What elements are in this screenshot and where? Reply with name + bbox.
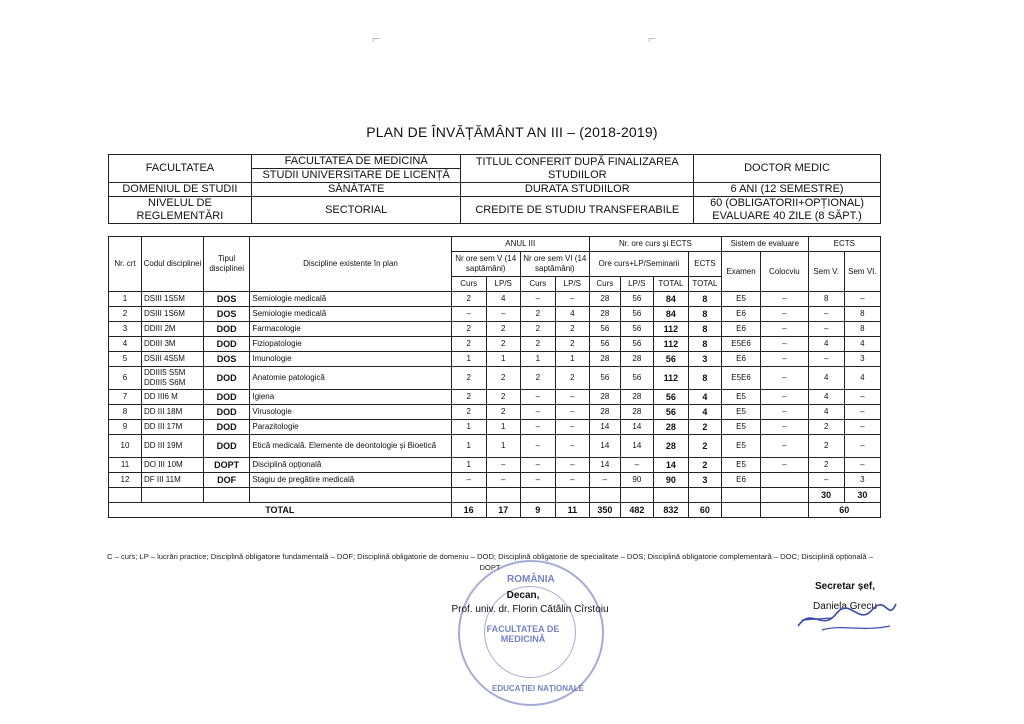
row-cod: DSIII 4S5M [142, 352, 204, 367]
col-examen: Examen [721, 252, 760, 292]
credite-value-line1: 60 (OBLIGATORII+OPȚIONAL) [710, 197, 865, 209]
row-cod: DD III 19M [142, 435, 204, 458]
col-tip: Tipul disciplinei [203, 237, 249, 292]
row-disciplina: Parazitologie [250, 420, 451, 435]
row-disciplina: Imunologie [250, 352, 451, 367]
row-curs-v: 2 [451, 292, 486, 307]
stamp-text-bottom: EDUCAȚIEI NAȚIONALE [492, 684, 584, 693]
row-colocviu: – [761, 390, 808, 405]
row-curs-vi: 2 [520, 307, 555, 322]
row-examen: E6 [721, 352, 760, 367]
row-tip: DOS [203, 307, 249, 322]
credite-value [694, 197, 881, 224]
row-examen: E5E6 [721, 367, 760, 390]
facultatea-value: FACULTATEA DE MEDICINĂ [251, 155, 461, 169]
col-ects-sem-v: Sem V. [808, 252, 844, 292]
row-examen: E5 [721, 458, 760, 473]
row-disciplina: Fiziopatologie [250, 337, 451, 352]
table-row [109, 322, 881, 337]
row-ore-curs: 14 [589, 458, 620, 473]
facultatea-label: FACULTATEA [109, 155, 252, 183]
row-ects-sem-v: – [808, 473, 844, 488]
row-ore-lps: 56 [620, 367, 653, 390]
row-cod: DDIII 3M [142, 337, 204, 352]
row-ects-sem-vi: 4 [844, 337, 880, 352]
row-tip: DOF [203, 473, 249, 488]
row-nr: 4 [109, 337, 142, 352]
row-curs-v: 2 [451, 322, 486, 337]
col-curs: Curs [589, 277, 620, 292]
row-ore-curs: 56 [589, 367, 620, 390]
row-curs-v: 2 [451, 367, 486, 390]
table-row [109, 352, 881, 367]
row-colocviu: – [761, 337, 808, 352]
row-curs-vi: – [520, 292, 555, 307]
row-lps-vi: 1 [555, 352, 589, 367]
row-ore-curs: 14 [589, 420, 620, 435]
row-nr: 3 [109, 322, 142, 337]
row-lps-v: 2 [486, 337, 520, 352]
row-ects-sem-v: 2 [808, 420, 844, 435]
row-curs-v: 1 [451, 458, 486, 473]
row-examen: E5 [721, 435, 760, 458]
row-tip: DOD [203, 367, 249, 390]
scan-mark: ⌐ [648, 30, 657, 46]
row-ore-total: 28 [653, 420, 688, 435]
row-lps-v: 1 [486, 435, 520, 458]
row-nr: 11 [109, 458, 142, 473]
row-examen: E6 [721, 307, 760, 322]
row-colocviu: – [761, 322, 808, 337]
col-curs: Curs [520, 277, 555, 292]
row-nr: 7 [109, 390, 142, 405]
row-ects: 3 [688, 473, 721, 488]
row-ore-total: 90 [653, 473, 688, 488]
row-tip: DOD [203, 337, 249, 352]
row-colocviu: – [761, 435, 808, 458]
row-lps-vi: – [555, 458, 589, 473]
total-lps-v: 17 [486, 503, 520, 518]
row-ore-total: 112 [653, 367, 688, 390]
row-lps-v: 4 [486, 292, 520, 307]
row-ects-sem-vi: 8 [844, 322, 880, 337]
row-examen: E5 [721, 390, 760, 405]
row-ects: 8 [688, 292, 721, 307]
row-curs-v: 1 [451, 435, 486, 458]
row-tip: DOD [203, 435, 249, 458]
row-nr: 12 [109, 473, 142, 488]
row-lps-v: 2 [486, 390, 520, 405]
row-ore-total: 28 [653, 435, 688, 458]
row-curs-vi: 2 [520, 337, 555, 352]
row-curs-v: 1 [451, 352, 486, 367]
col-nr: Nr. crt [109, 237, 142, 292]
studii-value: STUDII UNIVERSITARE DE LICENȚĂ [251, 169, 461, 183]
row-ects: 4 [688, 390, 721, 405]
row-cod: DDIII 2M [142, 322, 204, 337]
row-ects-sem-vi: 3 [844, 473, 880, 488]
row-disciplina: Etică medicală. Elemente de deontologie și Bioetică [250, 435, 451, 458]
row-ore-total: 56 [653, 405, 688, 420]
table-row [109, 367, 881, 390]
row-ore-total: 84 [653, 307, 688, 322]
row-ore-lps: 90 [620, 473, 653, 488]
row-ore-total: 84 [653, 292, 688, 307]
durata-label: DURATA STUDIILOR [461, 183, 694, 197]
row-ore-curs: 28 [589, 307, 620, 322]
row-ore-curs: – [589, 473, 620, 488]
row-ects: 2 [688, 420, 721, 435]
row-colocviu: – [761, 307, 808, 322]
row-ore-lps: 28 [620, 352, 653, 367]
row-tip: DOD [203, 390, 249, 405]
row-ects-sem-v: 4 [808, 405, 844, 420]
row-lps-v: 1 [486, 352, 520, 367]
col-lps: LP/S [555, 277, 589, 292]
row-ore-lps: – [620, 458, 653, 473]
row-ore-lps: 56 [620, 322, 653, 337]
row-lps-vi: 2 [555, 337, 589, 352]
table-row [109, 292, 881, 307]
legend-note: C – curs; LP – lucrări practice; Disciplină obligatorie fundamentală – DOF; Disciplină obligatorie de domeniu – DOD; Disciplină obligatorie de specialitate – DOS; Disciplină obligatorie complementară – DOC; Disciplină opțională – DOPT [107, 552, 873, 572]
domeniu-value: SĂNĂTATE [251, 183, 461, 197]
nivel-value: SECTORIAL [251, 197, 461, 224]
col-ects: ECTS [688, 252, 721, 277]
row-ore-total: 56 [653, 390, 688, 405]
row-nr: 8 [109, 405, 142, 420]
subtotal-sem-v: 30 [808, 488, 844, 503]
col-ects-sem-vi: Sem VI. [844, 252, 880, 292]
row-lps-v: – [486, 307, 520, 322]
row-disciplina: Farmacologie [250, 322, 451, 337]
col-ects-group: ECTS [808, 237, 880, 252]
row-lps-vi: – [555, 420, 589, 435]
total-curs-v: 16 [451, 503, 486, 518]
total-ects-sem: 60 [808, 503, 880, 518]
row-ects: 8 [688, 337, 721, 352]
row-examen: E5 [721, 405, 760, 420]
row-tip: DOD [203, 420, 249, 435]
row-disciplina: Anatomie patologică [250, 367, 451, 390]
page-title: PLAN DE ÎNVĂȚĂMÂNT AN III – (2018-2019) [366, 124, 658, 140]
row-ects-sem-v: 2 [808, 458, 844, 473]
row-ore-lps: 28 [620, 405, 653, 420]
col-sem-v: Nr ore sem V (14 saptămâni) [451, 252, 520, 277]
row-lps-vi: – [555, 473, 589, 488]
row-lps-v: – [486, 473, 520, 488]
row-cod: DD III6 M [142, 390, 204, 405]
row-ects-sem-vi: – [844, 435, 880, 458]
row-curs-v: 2 [451, 390, 486, 405]
row-ects-sem-vi: 4 [844, 367, 880, 390]
credite-value-line2: EVALUARE 40 ZILE (8 SĂPT.) [712, 210, 862, 222]
row-nr: 5 [109, 352, 142, 367]
row-curs-v: 1 [451, 420, 486, 435]
row-ects-sem-v: 4 [808, 367, 844, 390]
row-examen: E5 [721, 420, 760, 435]
row-ore-curs: 28 [589, 405, 620, 420]
row-ects: 3 [688, 352, 721, 367]
row-ore-lps: 14 [620, 420, 653, 435]
row-ects: 4 [688, 405, 721, 420]
row-curs-vi: – [520, 390, 555, 405]
row-lps-vi: 2 [555, 322, 589, 337]
row-curs-vi: – [520, 458, 555, 473]
subtotal-cell [109, 488, 142, 503]
subtotal-sem-vi: 30 [844, 488, 880, 503]
row-lps-v: 1 [486, 420, 520, 435]
row-lps-v: – [486, 458, 520, 473]
row-lps-vi: – [555, 405, 589, 420]
row-ore-lps: 28 [620, 390, 653, 405]
total-curs-vi: 9 [520, 503, 555, 518]
row-lps-vi: – [555, 390, 589, 405]
domeniu-label: DOMENIUL DE STUDII [109, 183, 252, 197]
titlu-label: TITLUL CONFERIT DUPĂ FINALIZAREA STUDIILOR [461, 155, 694, 183]
row-ects-sem-v: 4 [808, 337, 844, 352]
row-ects-sem-v: – [808, 352, 844, 367]
row-ore-curs: 56 [589, 322, 620, 337]
row-ects: 8 [688, 367, 721, 390]
row-examen: E5 [721, 292, 760, 307]
secretar-name: Daniela Grecu [813, 601, 877, 612]
table-row [109, 337, 881, 352]
signature-icon [792, 596, 902, 636]
row-ects: 2 [688, 458, 721, 473]
table-row [109, 307, 881, 322]
row-curs-vi: – [520, 420, 555, 435]
row-ects-sem-vi: – [844, 390, 880, 405]
row-ects: 2 [688, 435, 721, 458]
row-cod: DD III 18M [142, 405, 204, 420]
scan-mark: ⌐ [372, 30, 381, 46]
row-ore-total: 112 [653, 337, 688, 352]
row-curs-vi: – [520, 405, 555, 420]
col-cod: Codul disciplinei [142, 237, 204, 292]
total-ore-curs: 350 [589, 503, 620, 518]
total-ore: 832 [653, 503, 688, 518]
row-tip: DOPT [203, 458, 249, 473]
total-label: TOTAL [109, 503, 452, 518]
row-ects-sem-vi: 3 [844, 352, 880, 367]
row-examen: E5E6 [721, 337, 760, 352]
row-disciplina: Igiena [250, 390, 451, 405]
col-total: TOTAL [653, 277, 688, 292]
row-ects-sem-vi: 8 [844, 307, 880, 322]
row-cod: DSIII 1S5M [142, 292, 204, 307]
row-curs-v: 2 [451, 405, 486, 420]
row-ects-sem-v: 2 [808, 435, 844, 458]
stamp-text-mid: FACULTATEA DE MEDICINĂ [486, 624, 560, 644]
row-ore-total: 112 [653, 322, 688, 337]
row-tip: DOD [203, 405, 249, 420]
row-disciplina: Semiologie medicală [250, 292, 451, 307]
row-cod: DDIII5 S5M DDIII5 S6M [142, 367, 204, 390]
row-disciplina: Stagiu de pregătire medicală [250, 473, 451, 488]
row-ore-lps: 56 [620, 337, 653, 352]
table-row [109, 420, 881, 435]
row-ects: 8 [688, 307, 721, 322]
titlu-value: DOCTOR MEDIC [694, 155, 881, 183]
row-tip: DOS [203, 292, 249, 307]
col-sistem: Sistem de evaluare [721, 237, 808, 252]
row-colocviu: – [761, 352, 808, 367]
col-ore-curs: Ore curs+LP/Seminarii [589, 252, 688, 277]
row-curs-vi: 1 [520, 352, 555, 367]
total-lps-vi: 11 [555, 503, 589, 518]
row-colocviu: – [761, 367, 808, 390]
row-examen: E6 [721, 473, 760, 488]
col-lps: LP/S [620, 277, 653, 292]
row-curs-vi: – [520, 435, 555, 458]
row-ore-lps: 56 [620, 307, 653, 322]
secretar-label: Secretar șef, [814, 581, 876, 592]
durata-value: 6 ANI (12 SEMESTRE) [694, 183, 881, 197]
col-sem-vi: Nr ore sem VI (14 saptămâni) [520, 252, 589, 277]
row-cod: DF III 11M [142, 473, 204, 488]
row-lps-v: 2 [486, 322, 520, 337]
row-colocviu: – [761, 292, 808, 307]
curriculum-table [108, 236, 881, 518]
total-ore-lps: 482 [620, 503, 653, 518]
row-disciplina: Disciplină opțională [250, 458, 451, 473]
row-ore-curs: 14 [589, 435, 620, 458]
row-examen: E6 [721, 322, 760, 337]
row-lps-v: 2 [486, 367, 520, 390]
row-ore-curs: 28 [589, 390, 620, 405]
row-ects-sem-vi: – [844, 420, 880, 435]
row-ects-sem-v: – [808, 322, 844, 337]
row-cod: DD III 17M [142, 420, 204, 435]
row-curs-v: – [451, 307, 486, 322]
row-ects: 8 [688, 322, 721, 337]
row-lps-vi: 2 [555, 367, 589, 390]
row-cod: DO III 10M [142, 458, 204, 473]
row-curs-v: – [451, 473, 486, 488]
row-ects-sem-vi: – [844, 292, 880, 307]
row-ects-sem-v: 8 [808, 292, 844, 307]
row-disciplina: Virusologie [250, 405, 451, 420]
col-disciplina: Discipline existente în plan [250, 237, 451, 292]
row-ore-total: 56 [653, 352, 688, 367]
row-nr: 6 [109, 367, 142, 390]
col-nr-ore: Nr. ore curs și ECTS [589, 237, 721, 252]
col-curs: Curs [451, 277, 486, 292]
col-total: TOTAL [688, 277, 721, 292]
row-ore-curs: 28 [589, 292, 620, 307]
row-ects-sem-vi: – [844, 405, 880, 420]
row-colocviu: – [761, 458, 808, 473]
row-tip: DOS [203, 352, 249, 367]
header-table [108, 154, 881, 224]
row-nr: 1 [109, 292, 142, 307]
row-colocviu: – [761, 420, 808, 435]
col-lps: LP/S [486, 277, 520, 292]
row-tip: DOD [203, 322, 249, 337]
row-ects-sem-v: – [808, 307, 844, 322]
row-lps-v: 2 [486, 405, 520, 420]
row-ore-lps: 56 [620, 292, 653, 307]
row-ects-sem-vi: – [844, 458, 880, 473]
decan-label: Decan, [506, 590, 540, 601]
table-row [109, 435, 881, 458]
row-ore-total: 14 [653, 458, 688, 473]
table-row [109, 473, 881, 488]
row-colocviu: – [761, 405, 808, 420]
table-row [109, 458, 881, 473]
table-row [109, 405, 881, 420]
total-ects: 60 [688, 503, 721, 518]
row-ore-lps: 14 [620, 435, 653, 458]
row-curs-vi: 2 [520, 322, 555, 337]
row-disciplina: Semiologie medicală [250, 307, 451, 322]
nivel-label: NIVELUL DE REGLEMENTĂRI [109, 197, 252, 224]
row-curs-v: 2 [451, 337, 486, 352]
credite-label: CREDITE DE STUDIU TRANSFERABILE [461, 197, 694, 224]
decan-name: Prof. univ. dr. Florin Cătălin Cîrstoiu [451, 604, 609, 615]
row-ore-curs: 56 [589, 337, 620, 352]
col-colocviu: Colocviu [761, 252, 808, 292]
row-nr: 9 [109, 420, 142, 435]
row-curs-vi: – [520, 473, 555, 488]
col-anul: ANUL III [451, 237, 589, 252]
row-lps-vi: – [555, 435, 589, 458]
table-row [109, 390, 881, 405]
row-cod: DSIII 1S6M [142, 307, 204, 322]
row-ects-sem-v: 4 [808, 390, 844, 405]
row-curs-vi: 2 [520, 367, 555, 390]
row-ore-curs: 28 [589, 352, 620, 367]
row-nr: 2 [109, 307, 142, 322]
row-colocviu [761, 473, 808, 488]
row-lps-vi: 4 [555, 307, 589, 322]
stamp-text-top: ROMÂNIA [507, 574, 555, 585]
row-lps-vi: – [555, 292, 589, 307]
row-nr: 10 [109, 435, 142, 458]
